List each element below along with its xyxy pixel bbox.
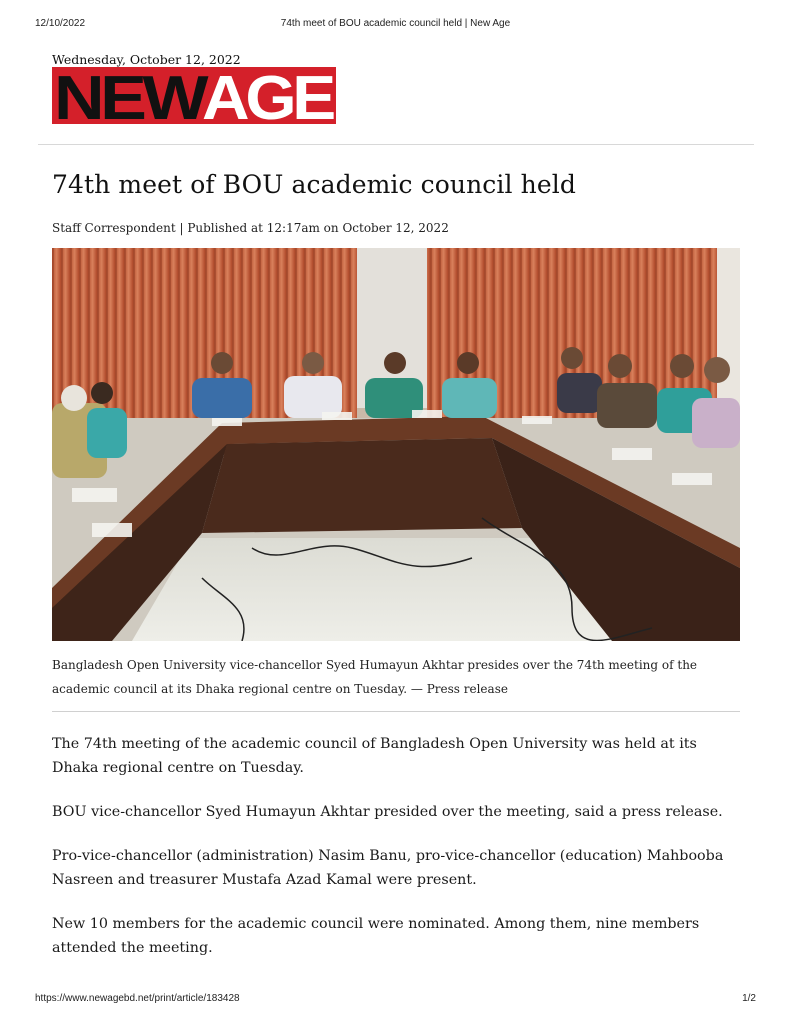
article-paragraph: Pro-vice-chancellor (administration) Nasim Banu, pro-vice-chancellor (education) Mahbooba Nasreen and treasurer Mustafa Azad Kamal were present. (52, 848, 724, 888)
logo-text-age: AGE (202, 67, 334, 124)
article-paragraph: New 10 members for the academic council were nominated. Among them, nine members attended the meeting. (52, 916, 700, 956)
print-header (0, 18, 791, 32)
print-page-title: 74th meet of BOU academic council held | New Age (280, 18, 511, 29)
caption-divider (52, 711, 740, 712)
logo-text-new: NEW (54, 67, 210, 124)
article-paragraph: The 74th meeting of the academic council of Bangladesh Open University was held at its Dhaka regional centre on Tuesday. (52, 736, 697, 776)
print-page-number: 1/2 (742, 993, 756, 1004)
article-headline: 74th meet of BOU academic council held (52, 170, 576, 199)
article-photo-image (52, 248, 740, 641)
masthead-dateline: Wednesday, October 12, 2022 (52, 52, 241, 67)
article-byline: Staff Correspondent | Published at 12:17am on October 12, 2022 (52, 221, 449, 235)
article-paragraph: BOU vice-chancellor Syed Humayun Akhtar presided over the meeting, said a press release. (52, 804, 723, 820)
newage-logo-mark (52, 67, 336, 124)
newage-logo[interactable] (52, 67, 336, 124)
print-footer (0, 993, 791, 1007)
print-date: 12/10/2022 (35, 18, 86, 29)
header-divider (38, 144, 754, 145)
photo-caption: Bangladesh Open University vice-chancellor Syed Humayun Akhtar presides over the 74th meeting of the academic council at its Dhaka regional centre on Tuesday. — Press release (52, 658, 698, 696)
article-photo (52, 248, 740, 641)
print-url: https://www.newagebd.net/print/article/183428 (35, 993, 240, 1004)
article-body (52, 732, 742, 980)
